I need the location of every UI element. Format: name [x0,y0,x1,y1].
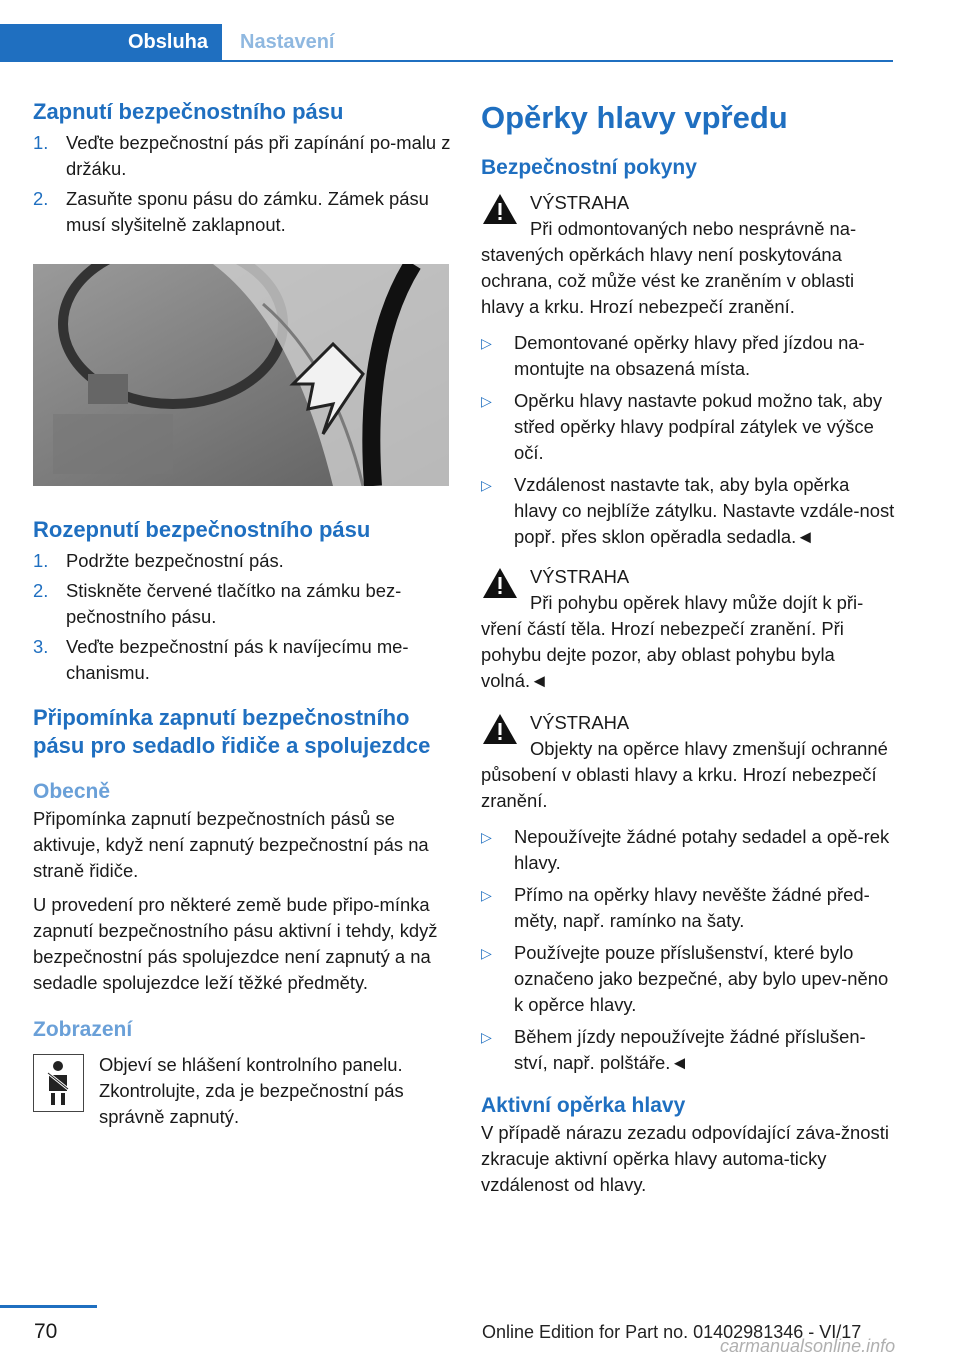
display-text: Objeví se hlášení kontrolního panelu. Zkontrolujte, zda je bezpečnostní pás správně zapnutý. [99,1054,404,1127]
triangle-bullet-icon: ▷ [481,335,492,351]
section-title-reminder: Připomínka zapnutí bezpečnostního pásu pro sedadlo řidiče a spolujezdce [33,705,431,758]
right-column [481,98,896,1198]
list-item [481,330,896,382]
step-number: 3. [33,636,49,657]
step-number: 2. [33,188,49,209]
section-title-fasten: Zapnutí bezpečnostního pásu [33,99,344,124]
step-text: Stiskněte červené tlačítko na zámku bez-pečnostního pásu. [66,580,402,627]
list-item [481,882,896,934]
warning-label: VÝSTRAHA [530,712,630,733]
subheading-general: Obecně [33,780,111,803]
bullet-list-2 [481,824,896,1076]
warning-block-2 [481,564,896,694]
warning-block-1 [481,190,896,320]
unfasten-steps [33,548,451,686]
section-title-active-headrest: Aktivní opěrka hlavy [481,1094,686,1117]
tab-obsluha[interactable]: Obsluha [0,24,222,60]
warning-triangle-icon [481,566,519,600]
list-item [481,824,896,876]
bullet-text: Demontované opěrky hlavy před jízdou na-montujte na obsazená místa. [514,332,865,379]
seatbelt-reminder-icon [33,1054,84,1112]
bullet-text: Vzdálenost nastavte tak, aby byla opěrka hlavy co nejblíže zátylku. Nastavte vzdále-nost popř. přes sklon opěradla sedadla.◄ [514,474,895,547]
step-text: Zasuňte sponu pásu do zámku. Zámek pásu musí slyšitelně zaklapnout. [66,188,429,235]
display-block [33,1052,451,1132]
list-item [481,388,896,466]
fasten-steps [33,130,451,238]
bullet-list-1 [481,330,896,550]
list-item [33,186,451,238]
general-paragraph-1: Připomínka zapnutí bezpečnostních pásů se aktivuje, když není zapnutý bezpečnostní pás na straně řidiče. [33,808,429,881]
triangle-bullet-icon: ▷ [481,887,492,903]
section-title-safety: Bezpečnostní pokyny [481,156,697,179]
step-number: 2. [33,580,49,601]
page-number: 70 [34,1320,58,1343]
general-paragraph-2: U provedení pro některé země bude připo-mínka zapnutí bezpečnostního pásu aktivní i tehdy, když bezpečnostní pás spolujezdce není zapnutý a na sedadle spolujezdce leží těžké předměty. [33,894,438,993]
bullet-text: Během jízdy nepoužívejte žádné příslušen-ství, např. polštáře.◄ [514,1026,866,1073]
triangle-bullet-icon: ▷ [481,829,492,845]
warning-text: Při odmontovaných nebo nesprávně na-stavených opěrkách hlavy není poskytována ochrana, což může vést ke zraněním v oblasti hlavy a krku. Hrozí nebezpečí zranění. [481,218,857,317]
watermark: carmanualsonline.info [720,1336,896,1356]
seatbelt-photo-illustration [33,264,449,486]
warning-triangle-icon [481,192,519,226]
warning-block-3 [481,710,896,814]
seatbelt-photo [33,264,449,486]
footer-edition: Online Edition for Part no. 01402981346 - VI/17 [482,1322,862,1342]
page-title: Opěrky hlavy vpředu [481,100,788,135]
step-number: 1. [33,550,49,571]
step-text: Podržte bezpečnostní pás. [66,550,284,571]
triangle-bullet-icon: ▷ [481,477,492,493]
list-item [33,634,451,686]
triangle-bullet-icon: ▷ [481,1029,492,1045]
warning-text: Při pohybu opěrek hlavy může dojít k při-vření částí těla. Hrozí nebezpečí zranění. Při pohybu dejte pozor, aby oblast pohybu byla volná.◄ [481,592,864,691]
bullet-text: Nepoužívejte žádné potahy sedadel a opě-rek hlavy. [514,826,890,873]
section-title-unfasten: Rozepnutí bezpečnostního pásu [33,517,371,542]
step-text: Veďte bezpečnostní pás při zapínání po-malu z držáku. [66,132,451,179]
list-item [481,472,896,550]
list-item [33,548,451,574]
tab-nastaveni[interactable]: Nastavení [240,31,335,53]
step-text: Veďte bezpečnostní pás k navíjecímu me-chanismu. [66,636,409,683]
left-column [33,98,451,1132]
bullet-text: Opěrku hlavy nastavte pokud možno tak, aby střed opěrky hlavy podpíral zátylek ve výšce očí. [514,390,883,463]
warning-label: VÝSTRAHA [530,192,630,213]
list-item [481,940,896,1018]
header-rule [0,60,893,62]
subheading-display: Zobrazení [33,1018,133,1041]
list-item [33,578,451,630]
list-item [481,1024,896,1076]
warning-text: Objekty na opěrce hlavy zmenšují ochranné působení v oblasti hlavy a krku. Hrozí nebezpečí zranění. [481,738,888,811]
footer-rule [0,1305,97,1308]
step-number: 1. [33,132,49,153]
triangle-bullet-icon: ▷ [481,393,492,409]
warning-label: VÝSTRAHA [530,566,630,587]
bullet-text: Používejte pouze příslušenství, které bylo označeno jako bezpečné, aby bylo upev-něno k opěrce hlavy. [514,942,889,1015]
header [0,24,893,62]
triangle-bullet-icon: ▷ [481,945,492,961]
warning-triangle-icon [481,712,519,746]
active-headrest-text: V případě nárazu zezadu odpovídající záva-žnosti zkracuje aktivní opěrka hlavy automa-ticky vzdálenost od hlavy. [481,1122,889,1195]
list-item [33,130,451,182]
bullet-text: Přímo na opěrky hlavy nevěšte žádné před-měty, např. ramínko na šaty. [514,884,870,931]
